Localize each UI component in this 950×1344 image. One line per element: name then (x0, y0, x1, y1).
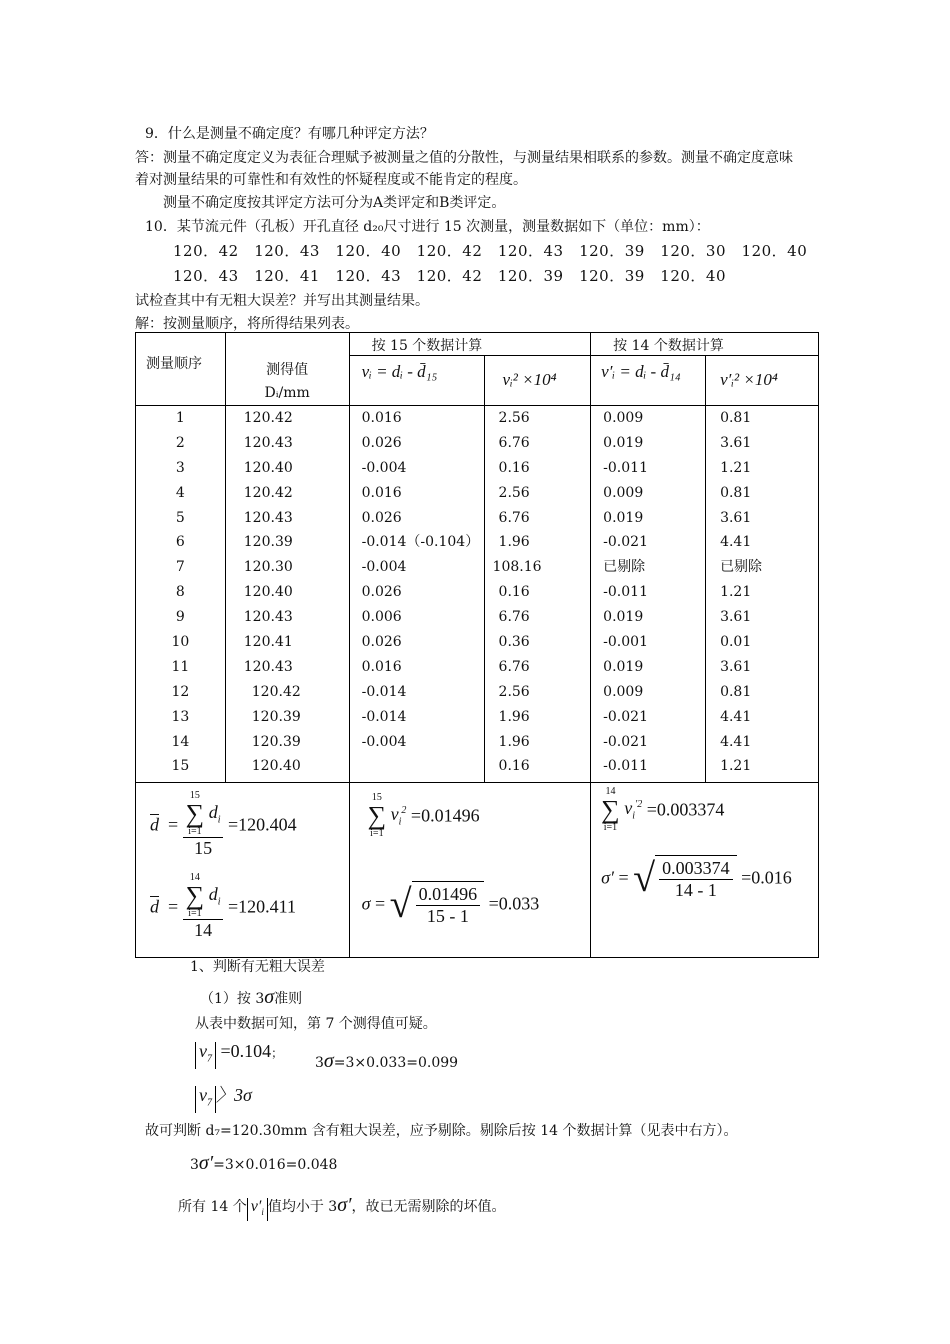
mean14-formula: $\overline{d}$ = 14 ∑ i=1 $d_i$ 14 =120.411 (150, 872, 296, 940)
v15sq-cell: 2.56 (498, 683, 530, 700)
step1a: （1）按 3σ准则 (200, 986, 303, 1008)
v15-cell: 0.026 (361, 434, 402, 451)
order-cell: 7 (175, 559, 185, 576)
value-cell: 120.43 (243, 609, 293, 626)
v15-cell: -0.014（-0.104） (361, 534, 480, 551)
v15-cell: 0.026 (361, 509, 402, 526)
q9-answer-line2: 着对测量结果的可靠性和有效性的怀疑程度或不能肯定的程度。 (135, 172, 527, 188)
order-cell: 3 (175, 459, 185, 476)
q10-solution-intro: 解：按测量顺序，将所得结果列表。 (135, 316, 359, 332)
v14sq-cell: 3.61 (720, 434, 752, 451)
v14-cell: -0.011 (603, 584, 648, 601)
three-sigma-formula: 3σ=3×0.033=0.099 (315, 1050, 459, 1072)
order-cell: 10 (171, 634, 190, 651)
col-values (225, 406, 349, 783)
v15sq-cell: 2.56 (498, 484, 530, 501)
v15-cell: 0.016 (361, 658, 402, 675)
q9-title: 9．什么是测量不确定度？有哪几种评定方法？ (145, 126, 434, 142)
col-v15 (349, 406, 484, 783)
v14-cell: -0.021 (603, 733, 648, 750)
v14-cell: 0.009 (603, 484, 644, 501)
v14-cell: 0.019 (603, 509, 644, 526)
order-cell: 11 (171, 658, 190, 675)
v14sq-cell: 0.81 (720, 484, 752, 501)
v15sq-cell: 1.96 (498, 534, 530, 551)
observation: 从表中数据可知，第 7 个测得值可疑。 (195, 1016, 437, 1032)
order-cell: 4 (175, 484, 185, 501)
header-value (225, 333, 349, 406)
sumsq15-value: =0.01496 (410, 805, 480, 826)
value-cell: 120.42 (243, 410, 293, 426)
v15-cell: 0.026 (361, 634, 402, 651)
value-cell: 120.43 (243, 658, 293, 675)
v14sq-cell: 4.41 (720, 733, 752, 750)
summary-15 (349, 783, 591, 958)
v15-cell: 0.016 (361, 484, 402, 501)
v15sq-cell: 1.96 (498, 733, 530, 750)
order-cell: 12 (171, 683, 190, 700)
v14-cell: -0.021 (603, 534, 648, 551)
sigma14-value: =0.016 (741, 867, 792, 888)
col-v14 (591, 406, 706, 783)
v15-cell: 0.016 (361, 410, 402, 426)
v14sq-cell: 3.61 (720, 509, 752, 526)
order-cell: 6 (175, 534, 185, 551)
v15-cell: -0.014 (361, 708, 407, 725)
value-cell: 120.40 (243, 459, 293, 476)
mean14-value: =120.411 (227, 896, 296, 917)
v14-cell: 0.019 (603, 434, 644, 451)
v14sq-cell: 0.81 (720, 410, 752, 426)
v14-cell: 已剔除 (603, 559, 646, 576)
v15-cell: -0.004 (361, 733, 407, 750)
order-cell: 13 (171, 708, 190, 725)
v14sq-cell: 已剔除 (720, 559, 763, 576)
v14sq-cell: 4.41 (720, 708, 752, 725)
v14sq-cell: 1.21 (720, 758, 752, 775)
value-cell: 120.30 (243, 559, 293, 576)
q10-data-row1: 120．42 120．43 120．40 120．42 120．43 120．39 120．30 120．40 (173, 242, 808, 260)
v15sq-cell: 2.56 (498, 410, 530, 426)
order-cell: 9 (175, 609, 185, 626)
sigma14-formula: σ′ = √ $\frac{0.003374}{14 - 1}$ =0.016 (601, 855, 792, 900)
col-order (136, 406, 226, 783)
order-cell: 2 (175, 434, 185, 451)
v15-cell: -0.014 (361, 683, 407, 700)
sigma15-formula: σ = √ $\frac{0.01496}{15 - 1}$ =0.033 (361, 881, 540, 926)
v14-cell: -0.001 (603, 634, 648, 651)
header-v14: v′ᵢ = dᵢ - d̄₁₄ (591, 356, 706, 406)
mean15-value: =120.404 (227, 814, 297, 835)
v14-cell: -0.021 (603, 708, 648, 725)
sumsq14-value: =0.003374 (646, 799, 725, 820)
sumsq15-formula: 15 ∑ i=1 $v_i^2 =0.01496$ (367, 792, 480, 839)
q10-question: 试检查其中有无粗大误差？并写出其测量结果。 (135, 293, 429, 309)
v14sq-cell: 3.61 (720, 609, 752, 626)
conclusion: 故可判断 d₇=120.30mm 含有粗大误差，应予剔除。剔除后按 14 个数据计算（见表中右方）。 (145, 1123, 738, 1139)
sqrt-icon: √ $\frac{0.01496}{15 - 1}$ (390, 881, 484, 927)
order-cell: 15 (171, 758, 190, 775)
sqrt-icon: √ $\frac{0.003374}{14 - 1}$ (633, 855, 736, 901)
value-cell: 120.41 (243, 634, 293, 651)
header-v15sq: vᵢ² ×10⁴ (484, 356, 591, 406)
three-sigma-prime-formula: 3σ′=3×0.016=0.048 (190, 1152, 338, 1174)
step1-heading: 1、判断有无粗大误差 (190, 959, 325, 975)
mean14-fraction: 14 ∑ i=1 $d_i$ 14 (183, 873, 224, 941)
value-cell: 120.39 (251, 708, 301, 725)
v14sq-cell: 0.01 (720, 634, 752, 651)
q9-answer-line3: 测量不确定度按其评定方法可分为A类评定和B类评定。 (163, 195, 506, 211)
q9-answer-line1: 答：测量不确定度定义为表征合理赋予被测量之值的分散性，与测量结果相联系的参数。测量不确定度意味 (135, 150, 793, 166)
v15sq-cell: 0.16 (498, 758, 530, 775)
summary-14 (591, 783, 819, 958)
v14sq-cell: 0.81 (720, 683, 752, 700)
header-order: 测量顺序 (136, 333, 226, 406)
order-cell: 8 (175, 584, 185, 601)
v15-cell (362, 754, 484, 779)
mean15-formula: $\overline{d}$ = 15 ∑ i=1 $d_i$ 15 =120.404 (150, 790, 297, 858)
sum-icon: 14 ∑ i=1 (185, 872, 205, 919)
v7-formula: $v_7 =0.104$； (195, 1042, 283, 1069)
v14-cell: 0.009 (603, 410, 644, 426)
v15sq-cell: 6.76 (498, 509, 530, 526)
v14sq-cell: 4.41 (720, 534, 752, 551)
sigma15-value: =0.033 (488, 893, 540, 914)
value-cell: 120.42 (243, 484, 293, 501)
v15sq-cell: 6.76 (498, 609, 530, 626)
header-v15: vᵢ = dᵢ - d̄₁₅ (349, 356, 484, 406)
value-cell: 120.43 (243, 434, 293, 451)
v7-compare: $v_7$ 〉3σ (195, 1086, 252, 1113)
v14-cell: -0.011 (603, 459, 648, 476)
sigma-symbol: σ (264, 986, 275, 1008)
measurement-table (135, 332, 819, 958)
summary-means (136, 783, 350, 958)
sumsq14-formula: 14 ∑ i=1 $v_i^{'2} =0.003374$ (601, 786, 725, 833)
v14sq-cell: 3.61 (720, 658, 752, 675)
v15-cell: 0.026 (361, 584, 402, 601)
mean14-symbol: $\overline{d}$ (150, 896, 159, 917)
v14-cell: 0.019 (603, 658, 644, 675)
mean15-fraction: 15 ∑ i=1 $d_i$ 15 (183, 791, 224, 859)
v15-cell: -0.004 (361, 559, 407, 576)
v15sq-cell: 0.36 (498, 634, 530, 651)
final-statement: 所有 14 个 $v'_i$ 值均小于 3σ′，故已无需剔除的坏值。 (178, 1196, 505, 1221)
v15sq-cell: 6.76 (498, 658, 530, 675)
v15sq-cell: 0.16 (498, 459, 530, 476)
q10-title: 10．某节流元件（孔板）开孔直径 d₂₀尺寸进行 15 次测量，测量数据如下（单位：mm）： (145, 219, 710, 235)
value-cell: 120.39 (251, 733, 301, 750)
order-cell: 5 (175, 509, 185, 526)
col-v14sq (706, 406, 819, 783)
v14-cell: -0.011 (603, 758, 648, 775)
col-v15sq (484, 406, 591, 783)
value-cell: 120.40 (243, 584, 293, 601)
sum-icon: 15 ∑ i=1 (185, 790, 205, 837)
sum-icon: 15 ∑ i=1 (367, 792, 387, 839)
sum-icon: 14 ∑ i=1 (601, 786, 620, 833)
header-group-15: 按 15 个数据计算 (349, 333, 591, 356)
v15sq-cell: 6.76 (498, 434, 530, 451)
order-cell: 1 (175, 410, 185, 426)
header-group-14: 按 14 个数据计算 (591, 333, 819, 356)
value-cell: 120.43 (243, 509, 293, 526)
v14sq-cell: 1.21 (720, 584, 752, 601)
v15sq-cell: 0.16 (498, 584, 530, 601)
mean15-symbol: $\overline{d}$ (150, 814, 159, 835)
header-value-label: 测得值 (266, 362, 309, 378)
value-cell: 120.40 (251, 758, 301, 775)
order-cell: 14 (171, 733, 190, 750)
v15-cell: 0.006 (361, 609, 402, 626)
value-cell: 120.42 (251, 683, 301, 700)
v14-cell: 0.009 (603, 683, 644, 700)
value-cell: 120.39 (243, 534, 293, 551)
header-value-unit: Dᵢ/mm (264, 385, 310, 401)
v15sq-cell: 1.96 (498, 708, 530, 725)
header-v14sq: v′ᵢ² ×10⁴ (706, 356, 819, 406)
q10-data-row2: 120．43 120．41 120．43 120．42 120．39 120．39 120．40 (173, 267, 727, 285)
v14sq-cell: 1.21 (720, 459, 752, 476)
v15-cell: -0.004 (361, 459, 407, 476)
v14-cell: 0.019 (603, 609, 644, 626)
v15sq-cell: 108.16 (492, 559, 542, 576)
